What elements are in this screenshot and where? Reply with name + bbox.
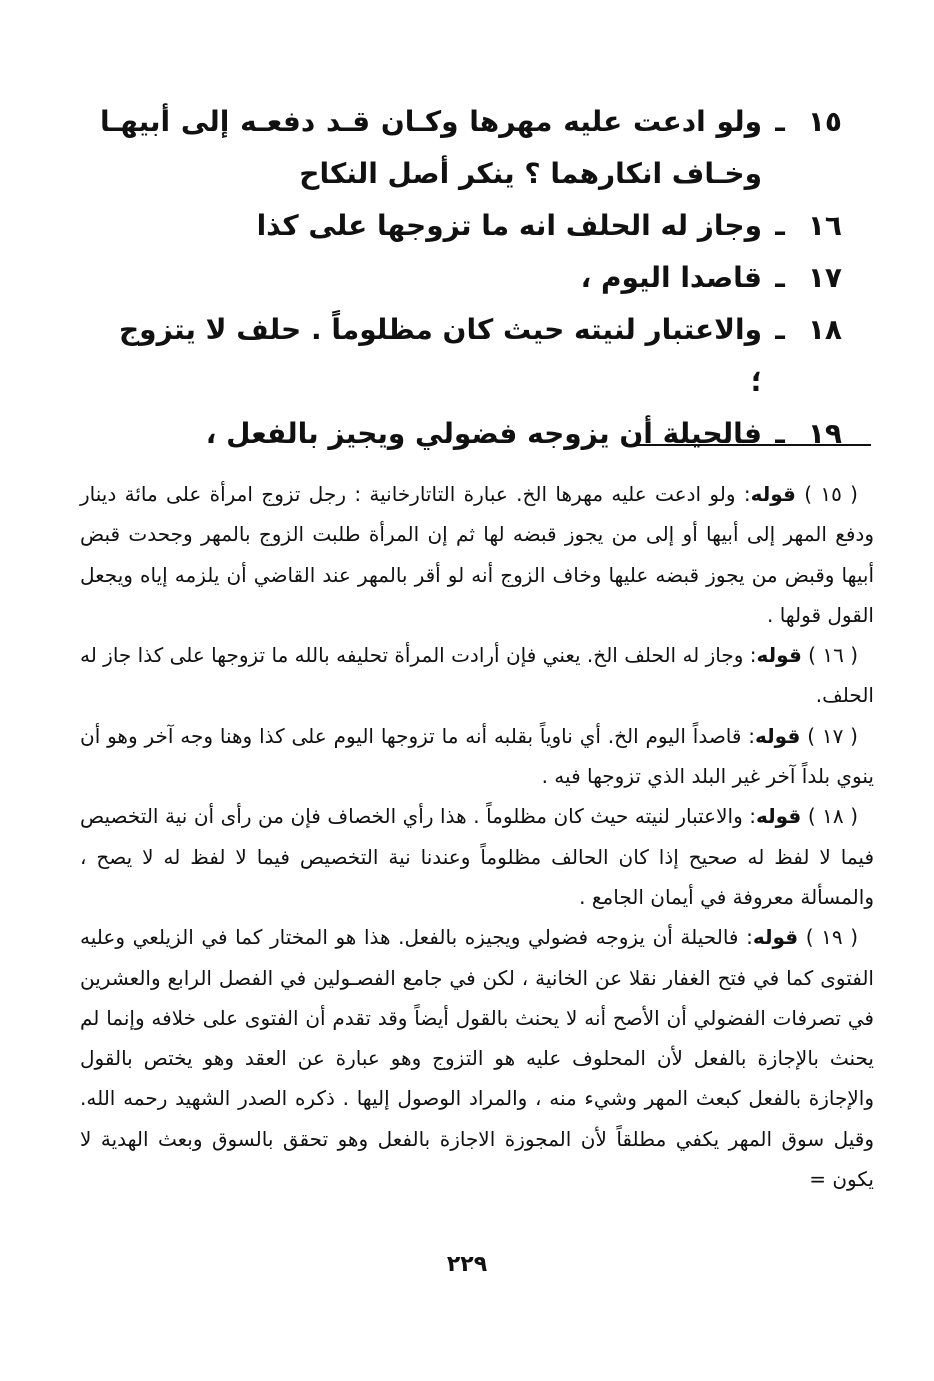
note-text: : فالحيلة أن يزوجه فضولي ويجيزه بالفعل. هذا هو المختار كما في الزيلعي وعليه الفتوى كما في فتح الغفار نقلا عن الخانية ، لكن في جامع الفصـولين في الفصل الرابع والعشرين في تصرفات الفضولي أن الأصح أنه لا يحنث بالقول أيضاً وقد تقدم أن الفتوى على خلافه وإنما لم يحنث بالإجازة بالفعل لأن المحلوف عليه هو التزوج وهو عبارة عن العقد وهو يختص بالقول والإجازة بالفعل كبعث المهر وشيء منه ، والمراد الوصول إليها . ذكره الصدر الشهيد رحمه الله. وقيل سوق المهر يكفي مطلقاً لأن المجوزة الاجازة بالفعل وهو تحقق بالسوق وبعث الهدية لا يكون = — [80, 925, 874, 1192]
verse-dash: ـ — [775, 261, 785, 294]
commentary-note — [80, 474, 874, 635]
verse-number: ١٨ — [807, 313, 842, 346]
note-reference: ( ١٦ ) — [808, 643, 858, 668]
verse-line — [100, 200, 842, 252]
verse-dash: ـ — [775, 105, 785, 138]
footnote-separator — [633, 444, 871, 446]
verse-text: ولو ادعت عليه مهرها وكـان قـد دفعـه إلى أبيهـا وخـاف انكارهما ؟ ينكر أصل النكاح — [100, 105, 762, 190]
note-text: : ولو ادعت عليه مهرها الخ. عبارة التاتارخانية : رجل تزوج امرأة على مائة دينار ودفع المهر إلى أبيها أو إلى من يجوز قبضه لها ثم إن المرأة طلبت الزوج بالمهر وجحدت قبض أبيها وقبض من يجوز قبضه عليها وخاف الزوج أنه لو أقر بالمهر عند القاضي أن يلزمه إياه ويجعل القول قولها . — [80, 482, 874, 627]
note-keyword: قوله — [752, 925, 799, 950]
verse-number: ١٥ — [807, 105, 842, 138]
verse-number: ١٦ — [807, 209, 842, 242]
verse-line — [100, 252, 842, 304]
commentary-note — [80, 635, 874, 716]
commentary-notes — [80, 474, 874, 1199]
verse-dash: ـ — [775, 209, 785, 242]
note-keyword: قوله — [750, 482, 796, 506]
note-keyword: قوله — [756, 804, 802, 829]
note-keyword: قوله — [755, 723, 801, 748]
note-text: : قاصداً اليوم الخ. أي ناوياً بقلبه أنه ما تزوجها اليوم على كذا وهنا وجه آخر وهو أن ينوي بلداً آخر غير البلد الذي تزوجها فيه . — [80, 723, 874, 789]
verse-dash: ـ — [775, 417, 785, 450]
note-reference: ( ١٨ ) — [807, 804, 858, 829]
verse-text: قاصدا اليوم ، — [580, 261, 762, 294]
verse-text: فالحيلة أن يزوجه فضولي ويجيز بالفعل ، — [205, 417, 762, 450]
verse-number: ١٩ — [807, 417, 842, 450]
verse-number: ١٧ — [807, 261, 842, 294]
verse-dash: ـ — [775, 313, 785, 346]
commentary-note — [80, 796, 874, 917]
note-text: : وجاز له الحلف الخ. يعني فإن أرادت المرأة تحليفه بالله ما تزوجها على كذا جاز له الحلف. — [80, 643, 874, 708]
note-text: : والاعتبار لنيته حيث كان مظلوماً . هذا رأي الخصاف فإن من رأى أن نية التخصيص فيما لا لفظ له صحيح إذا كان الحالف مظلوماً وعندنا نية التخصيص فيما لا لفظ له لا يصح ، والمسألة معروفة في أيمان الجامع . — [80, 804, 874, 909]
verse-text: وجاز له الحلف انه ما تزوجها على كذا — [256, 209, 762, 242]
commentary-note — [80, 917, 874, 1199]
commentary-note — [80, 716, 874, 797]
note-reference: ( ١٧ ) — [807, 723, 858, 748]
note-reference: ( ١٩ ) — [805, 925, 858, 950]
note-keyword: قوله — [756, 643, 802, 668]
verse-line — [100, 408, 842, 460]
verse-list — [100, 96, 842, 460]
verse-line — [100, 304, 842, 408]
note-reference: ( ١٥ ) — [804, 482, 858, 506]
verse-text: والاعتبار لنيته حيث كان مظلوماً . حلف لا يتزوج ؛ — [118, 313, 762, 398]
page-number: ٢٢٩ — [446, 1252, 488, 1277]
verse-line — [100, 96, 842, 200]
